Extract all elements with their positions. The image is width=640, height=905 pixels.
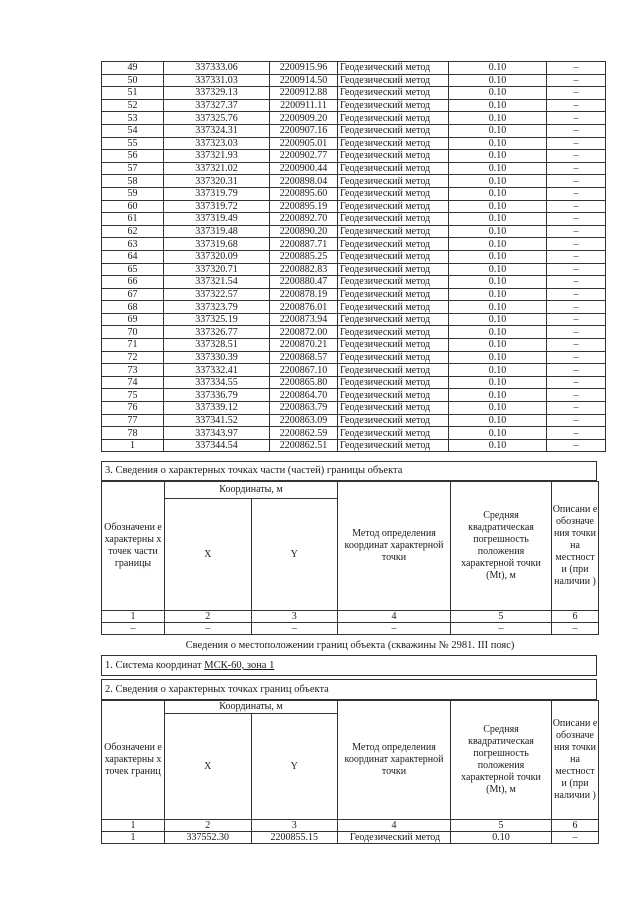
section3-table — [101, 481, 599, 635]
well-col-coords-header: Координаты, м — [165, 701, 338, 714]
table-row — [102, 402, 606, 415]
column-number: 3 — [251, 611, 338, 623]
point-number: 59 — [102, 187, 164, 200]
point-number: 73 — [102, 364, 164, 377]
point-method: Геодезический метод — [338, 439, 449, 452]
point-accuracy: 0.10 — [449, 99, 547, 112]
point-method: Геодезический метод — [338, 112, 449, 125]
column-number: 4 — [338, 611, 451, 623]
point-y: 2200862.59 — [270, 427, 338, 440]
empty-cell: – — [552, 623, 599, 635]
table-row — [102, 427, 606, 440]
column-number: 6 — [552, 611, 599, 623]
point-accuracy: 0.10 — [449, 74, 547, 87]
point-x: 337330.39 — [164, 351, 270, 364]
table-row — [102, 74, 606, 87]
point-description: – — [547, 414, 606, 427]
point-description: – — [547, 339, 606, 352]
point-method: Геодезический метод — [338, 175, 449, 188]
point-method: Геодезический метод — [338, 200, 449, 213]
point-description: – — [547, 62, 606, 75]
point-accuracy: 0.10 — [449, 175, 547, 188]
well-col-x-header: X — [165, 714, 252, 820]
point-y: 2200878.19 — [270, 288, 338, 301]
point-method: Геодезический метод — [338, 250, 449, 263]
point-y: 2200868.57 — [270, 351, 338, 364]
point-x: 337323.03 — [164, 137, 270, 150]
point-number: 70 — [102, 326, 164, 339]
table-row — [102, 87, 606, 100]
point-y: 2200864.70 — [270, 389, 338, 402]
empty-cell: – — [338, 623, 451, 635]
point-number: 58 — [102, 175, 164, 188]
point-description: – — [547, 326, 606, 339]
col-x-header: X — [165, 499, 252, 611]
point-accuracy: 0.10 — [449, 439, 547, 452]
point-number: 63 — [102, 238, 164, 251]
point-number: 68 — [102, 301, 164, 314]
point-method: Геодезический метод — [338, 263, 449, 276]
point-y: 2200902.77 — [270, 150, 338, 163]
well-col-desc-header: Описани е обозначе ния точки на местност и (при наличии ) — [552, 701, 599, 820]
point-number: 71 — [102, 339, 164, 352]
point-description: – — [547, 389, 606, 402]
point-accuracy: 0.10 — [449, 414, 547, 427]
point-y: 2200872.00 — [270, 326, 338, 339]
point-number: 78 — [102, 427, 164, 440]
point-method: Геодезический метод — [338, 313, 449, 326]
point-y: 2200882.83 — [270, 263, 338, 276]
point-x: 337343.97 — [164, 427, 270, 440]
empty-cell: – — [102, 623, 165, 635]
point-method: Геодезический метод — [338, 74, 449, 87]
point-y: 2200895.60 — [270, 187, 338, 200]
point-x: 337319.48 — [164, 225, 270, 238]
point-x: 337326.77 — [164, 326, 270, 339]
table-row — [102, 187, 606, 200]
point-method: Геодезический метод — [338, 276, 449, 289]
point-number: 50 — [102, 74, 164, 87]
col-desc-header: Описани е обозначе ния точки на местност и (при наличии ) — [552, 482, 599, 611]
point-method: Геодезический метод — [338, 137, 449, 150]
point-description: – — [547, 200, 606, 213]
point-y: 2200912.88 — [270, 87, 338, 100]
point-method: Геодезический метод — [338, 213, 449, 226]
col-accuracy-header: Средняя квадратическая погрешность положения характерной точки (Mt), м — [451, 482, 552, 611]
column-number: 4 — [338, 820, 451, 832]
point-x: 337344.54 — [164, 439, 270, 452]
point-number: 52 — [102, 99, 164, 112]
point-number: 51 — [102, 87, 164, 100]
point-method: Геодезический метод — [338, 62, 449, 75]
point-method: Геодезический метод — [338, 402, 449, 415]
point-accuracy: 0.10 — [449, 250, 547, 263]
point-y: 2200900.44 — [270, 162, 338, 175]
well-point-cell: 1 — [102, 832, 165, 844]
point-accuracy: 0.10 — [449, 62, 547, 75]
point-y: 2200890.20 — [270, 225, 338, 238]
point-y: 2200885.25 — [270, 250, 338, 263]
col-coords-header: Координаты, м — [165, 482, 338, 499]
point-description: – — [547, 402, 606, 415]
point-x: 337331.03 — [164, 74, 270, 87]
point-x: 337327.37 — [164, 99, 270, 112]
point-x: 337320.71 — [164, 263, 270, 276]
point-method: Геодезический метод — [338, 326, 449, 339]
point-description: – — [547, 276, 606, 289]
point-accuracy: 0.10 — [449, 124, 547, 137]
point-x: 337319.49 — [164, 213, 270, 226]
point-x: 337319.79 — [164, 187, 270, 200]
point-x: 337321.54 — [164, 276, 270, 289]
point-description: – — [547, 364, 606, 377]
point-x: 337322.57 — [164, 288, 270, 301]
table-row — [102, 150, 606, 163]
point-method: Геодезический метод — [338, 414, 449, 427]
point-number: 72 — [102, 351, 164, 364]
point-number: 64 — [102, 250, 164, 263]
point-number: 76 — [102, 402, 164, 415]
point-number: 56 — [102, 150, 164, 163]
table-row — [102, 175, 606, 188]
coord-system — [101, 655, 597, 676]
point-y: 2200880.47 — [270, 276, 338, 289]
point-y: 2200865.80 — [270, 376, 338, 389]
table-row — [102, 225, 606, 238]
point-y: 2200873.94 — [270, 313, 338, 326]
point-description: – — [547, 162, 606, 175]
point-accuracy: 0.10 — [449, 313, 547, 326]
point-description: – — [547, 187, 606, 200]
point-accuracy: 0.10 — [449, 150, 547, 163]
point-accuracy: 0.10 — [449, 427, 547, 440]
point-y: 2200915.96 — [270, 62, 338, 75]
table-row — [102, 99, 606, 112]
point-accuracy: 0.10 — [449, 351, 547, 364]
table-row — [102, 200, 606, 213]
point-accuracy: 0.10 — [449, 112, 547, 125]
well-col-y-header: Y — [251, 714, 338, 820]
point-accuracy: 0.10 — [449, 238, 547, 251]
point-accuracy: 0.10 — [449, 87, 547, 100]
point-description: – — [547, 427, 606, 440]
coord-system-prefix: 1. Система координат — [105, 660, 202, 671]
empty-cell: – — [451, 623, 552, 635]
table-row — [102, 439, 606, 452]
point-y: 2200909.20 — [270, 112, 338, 125]
table-row — [102, 326, 606, 339]
point-x: 337324.31 — [164, 124, 270, 137]
point-y: 2200914.50 — [270, 74, 338, 87]
point-x: 337320.09 — [164, 250, 270, 263]
point-x: 337332.41 — [164, 364, 270, 377]
point-number: 61 — [102, 213, 164, 226]
table-row — [102, 301, 606, 314]
point-accuracy: 0.10 — [449, 276, 547, 289]
point-number: 74 — [102, 376, 164, 389]
well-col-accuracy-header: Средняя квадратическая погрешность положения характерной точки (Mt), м — [451, 701, 552, 820]
point-description: – — [547, 213, 606, 226]
table-row — [102, 339, 606, 352]
point-description: – — [547, 439, 606, 452]
point-description: – — [547, 301, 606, 314]
point-number: 57 — [102, 162, 164, 175]
table-row — [102, 250, 606, 263]
point-y: 2200862.51 — [270, 439, 338, 452]
point-accuracy: 0.10 — [449, 389, 547, 402]
point-y: 2200870.21 — [270, 339, 338, 352]
table-row — [102, 137, 606, 150]
table-row — [102, 364, 606, 377]
point-y: 2200887.71 — [270, 238, 338, 251]
point-description: – — [547, 175, 606, 188]
point-description: – — [547, 137, 606, 150]
column-number: 3 — [251, 820, 338, 832]
well-points-table — [101, 700, 599, 844]
table-row — [102, 313, 606, 326]
point-accuracy: 0.10 — [449, 326, 547, 339]
point-method: Геодезический метод — [338, 339, 449, 352]
point-accuracy: 0.10 — [449, 187, 547, 200]
point-y: 2200863.09 — [270, 414, 338, 427]
table-row — [102, 238, 606, 251]
column-number: 6 — [552, 820, 599, 832]
well-point-cell: 0.10 — [451, 832, 552, 844]
col-method-header: Метод определения координат характерной точки — [338, 482, 451, 611]
point-x: 337319.68 — [164, 238, 270, 251]
coord-system-value: МСК-60, зона 1 — [204, 660, 275, 671]
table-row — [102, 288, 606, 301]
point-accuracy: 0.10 — [449, 213, 547, 226]
point-method: Геодезический метод — [338, 150, 449, 163]
point-description: – — [547, 87, 606, 100]
point-y: 2200863.79 — [270, 402, 338, 415]
point-x: 337323.79 — [164, 301, 270, 314]
point-method: Геодезический метод — [338, 427, 449, 440]
section2-title: 2. Сведения о характерных точках границ объекта — [101, 679, 597, 700]
col-name-header: Обозначени е характерны х точек части границы — [102, 482, 165, 611]
point-method: Геодезический метод — [338, 301, 449, 314]
table-row — [102, 276, 606, 289]
table-row — [102, 414, 606, 427]
point-description: – — [547, 250, 606, 263]
point-description: – — [547, 263, 606, 276]
point-x: 337320.31 — [164, 175, 270, 188]
point-method: Геодезический метод — [338, 389, 449, 402]
table-row — [102, 213, 606, 226]
point-number: 1 — [102, 439, 164, 452]
point-number: 53 — [102, 112, 164, 125]
well-point-cell: 337552.30 — [165, 832, 252, 844]
table-row — [102, 112, 606, 125]
point-description: – — [547, 351, 606, 364]
point-number: 62 — [102, 225, 164, 238]
point-description: – — [547, 99, 606, 112]
point-method: Геодезический метод — [338, 288, 449, 301]
table-row — [102, 162, 606, 175]
point-y: 2200907.16 — [270, 124, 338, 137]
point-x: 337334.55 — [164, 376, 270, 389]
point-accuracy: 0.10 — [449, 301, 547, 314]
point-number: 66 — [102, 276, 164, 289]
point-x: 337325.19 — [164, 313, 270, 326]
point-accuracy: 0.10 — [449, 225, 547, 238]
point-y: 2200895.19 — [270, 200, 338, 213]
point-method: Геодезический метод — [338, 225, 449, 238]
well-col-name-header: Обозначени е характерны х точек границ — [102, 701, 165, 820]
well-title: Сведения о местоположении границ объекта (скважины № 2981. III пояс) — [185, 640, 515, 651]
point-x: 337319.72 — [164, 200, 270, 213]
well-point-cell: Геодезический метод — [338, 832, 451, 844]
point-description: – — [547, 313, 606, 326]
point-number: 49 — [102, 62, 164, 75]
table-row — [102, 124, 606, 137]
well-point-cell: 2200855.15 — [251, 832, 338, 844]
column-number: 2 — [165, 820, 252, 832]
point-description: – — [547, 124, 606, 137]
table-row — [102, 351, 606, 364]
point-accuracy: 0.10 — [449, 137, 547, 150]
point-description: – — [547, 288, 606, 301]
point-number: 54 — [102, 124, 164, 137]
point-x: 337329.13 — [164, 87, 270, 100]
point-method: Геодезический метод — [338, 351, 449, 364]
point-accuracy: 0.10 — [449, 376, 547, 389]
point-description: – — [547, 376, 606, 389]
point-x: 337321.02 — [164, 162, 270, 175]
point-y: 2200892.70 — [270, 213, 338, 226]
point-number: 67 — [102, 288, 164, 301]
well-point-cell: – — [552, 832, 599, 844]
point-description: – — [547, 74, 606, 87]
point-y: 2200898.04 — [270, 175, 338, 188]
point-description: – — [547, 112, 606, 125]
point-x: 337328.51 — [164, 339, 270, 352]
point-y: 2200905.01 — [270, 137, 338, 150]
boundary-points-table — [101, 61, 606, 452]
point-method: Геодезический метод — [338, 99, 449, 112]
point-method: Геодезический метод — [338, 124, 449, 137]
table-row — [102, 376, 606, 389]
point-accuracy: 0.10 — [449, 162, 547, 175]
point-method: Геодезический метод — [338, 238, 449, 251]
point-accuracy: 0.10 — [449, 200, 547, 213]
column-number: 1 — [102, 820, 165, 832]
point-accuracy: 0.10 — [449, 364, 547, 377]
point-y: 2200911.11 — [270, 99, 338, 112]
section3-title: 3. Сведения о характерных точках части (частей) границы объекта — [101, 461, 597, 481]
table-row — [102, 389, 606, 402]
table-row — [102, 62, 606, 75]
point-accuracy: 0.10 — [449, 263, 547, 276]
col-y-header: Y — [251, 499, 338, 611]
point-method: Геодезический метод — [338, 376, 449, 389]
point-description: – — [547, 225, 606, 238]
point-x: 337339.12 — [164, 402, 270, 415]
table-row — [102, 263, 606, 276]
point-number: 69 — [102, 313, 164, 326]
empty-cell: – — [165, 623, 252, 635]
point-number: 55 — [102, 137, 164, 150]
point-number: 65 — [102, 263, 164, 276]
point-x: 337336.79 — [164, 389, 270, 402]
point-number: 60 — [102, 200, 164, 213]
point-number: 75 — [102, 389, 164, 402]
point-method: Геодезический метод — [338, 162, 449, 175]
point-x: 337341.52 — [164, 414, 270, 427]
column-number: 5 — [451, 820, 552, 832]
column-number: 5 — [451, 611, 552, 623]
point-x: 337321.93 — [164, 150, 270, 163]
empty-cell: – — [251, 623, 338, 635]
point-method: Геодезический метод — [338, 187, 449, 200]
well-col-method-header: Метод определения координат характерной точки — [338, 701, 451, 820]
point-accuracy: 0.10 — [449, 402, 547, 415]
point-y: 2200876.01 — [270, 301, 338, 314]
point-method: Геодезический метод — [338, 87, 449, 100]
point-y: 2200867.10 — [270, 364, 338, 377]
point-method: Геодезический метод — [338, 364, 449, 377]
column-number: 1 — [102, 611, 165, 623]
column-number: 2 — [165, 611, 252, 623]
point-accuracy: 0.10 — [449, 288, 547, 301]
point-number: 77 — [102, 414, 164, 427]
point-description: – — [547, 238, 606, 251]
point-accuracy: 0.10 — [449, 339, 547, 352]
point-description: – — [547, 150, 606, 163]
point-x: 337325.76 — [164, 112, 270, 125]
point-x: 337333.06 — [164, 62, 270, 75]
